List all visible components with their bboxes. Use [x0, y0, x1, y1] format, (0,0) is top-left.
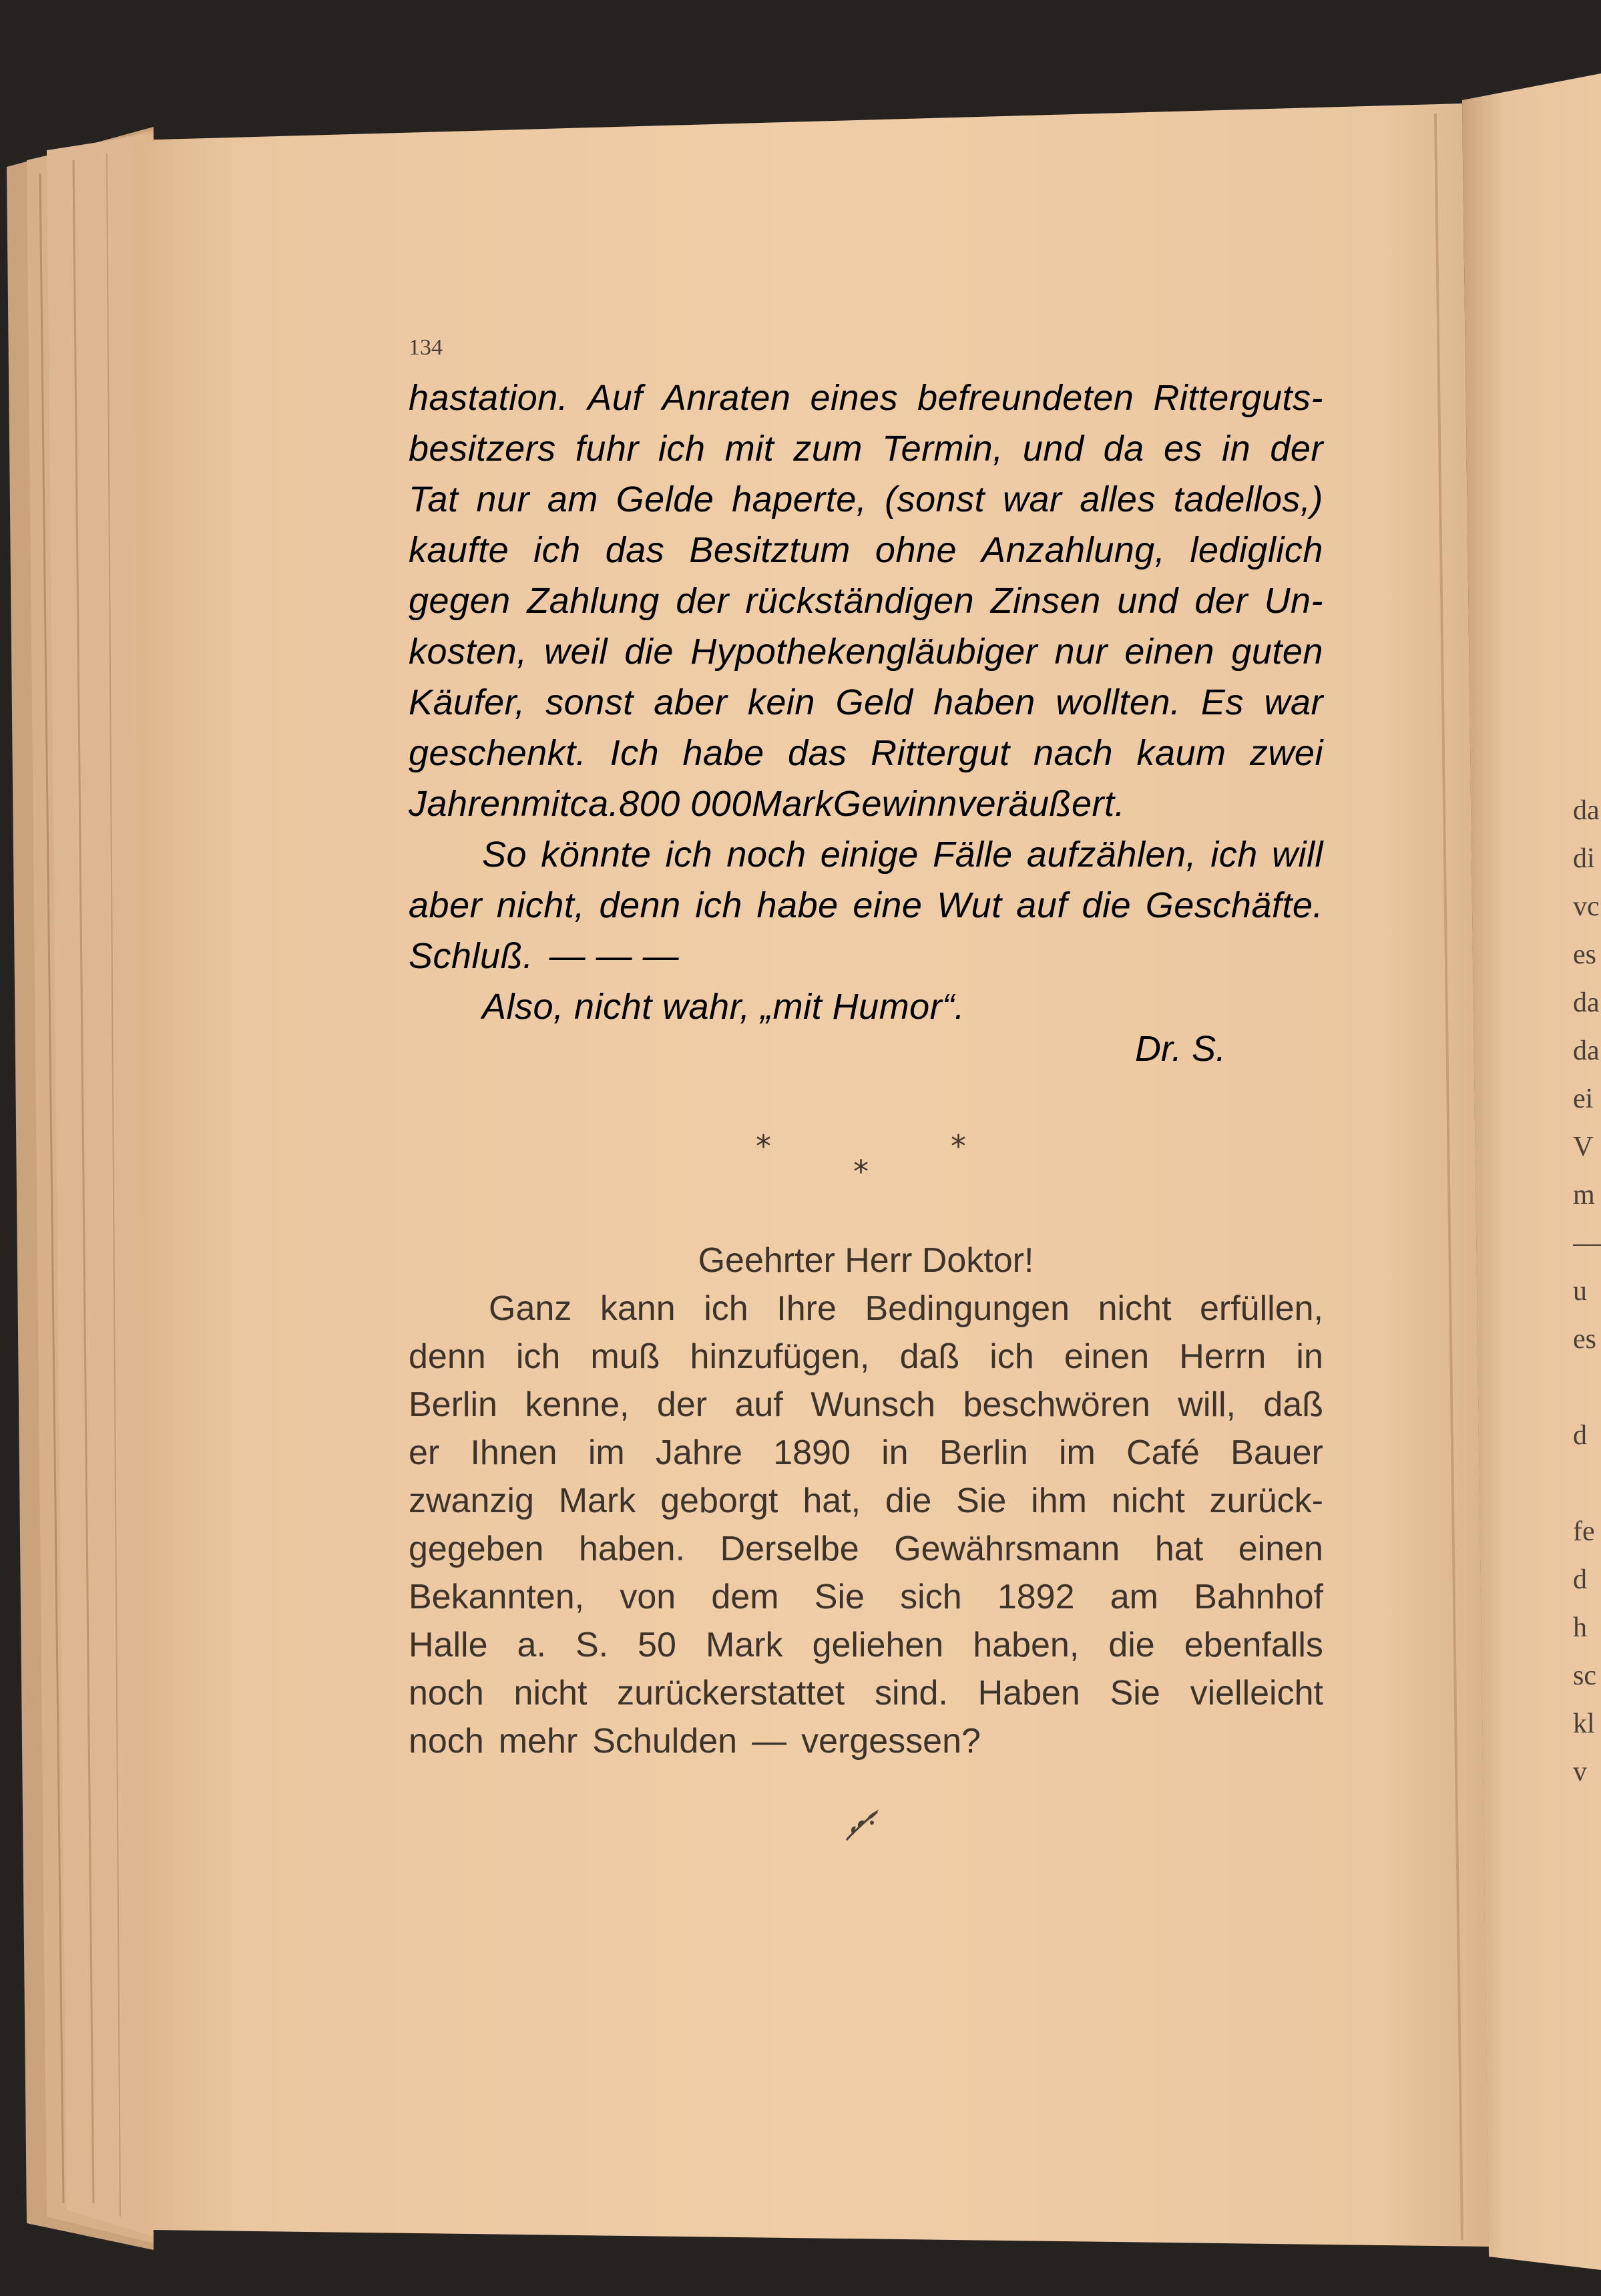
- word: aufzählen,: [1026, 835, 1197, 875]
- word: 1892: [997, 1578, 1075, 1616]
- text-line: [409, 880, 1323, 931]
- facing-page-line-fragment: kl: [1573, 1708, 1595, 1739]
- letter-line: [409, 1333, 1323, 1381]
- word: Derselbe: [720, 1530, 859, 1568]
- word: die: [1082, 885, 1132, 925]
- word: fuhr: [575, 429, 639, 469]
- word: zurückerstattet: [617, 1674, 845, 1712]
- letter-line: [409, 1669, 1323, 1717]
- word: Termin,: [882, 429, 1003, 469]
- text-line: [409, 626, 1323, 677]
- word: Besitztum: [689, 530, 851, 570]
- word: Es: [1200, 682, 1244, 722]
- text-line: [409, 829, 1323, 880]
- word: Berlin: [939, 1433, 1028, 1472]
- word: denn: [599, 885, 681, 925]
- facing-page-line-fragment: di: [1573, 843, 1595, 874]
- word: Sie: [1110, 1674, 1160, 1712]
- word: guten: [1231, 632, 1323, 672]
- asterism-right: *: [951, 1128, 966, 1164]
- facing-page-line-fragment: ei: [1573, 1084, 1594, 1114]
- word: haben,: [973, 1626, 1080, 1664]
- facing-page-line-fragment: da: [1573, 987, 1600, 1018]
- word: Herrn: [1179, 1337, 1267, 1376]
- word: Hypothekengläubiger: [690, 632, 1038, 672]
- text-line: [409, 423, 1323, 474]
- word: erfüllen,: [1199, 1289, 1323, 1328]
- text-line: [409, 576, 1323, 626]
- word: am: [547, 479, 598, 519]
- word: kenne,: [525, 1385, 630, 1424]
- word: noch: [726, 835, 807, 875]
- word: geborgt: [660, 1481, 778, 1520]
- word: Sie: [956, 1481, 1007, 1520]
- word: S.: [575, 1626, 609, 1664]
- word: weil: [543, 632, 608, 672]
- word: Mark: [751, 784, 833, 824]
- signature: Dr. S.: [1135, 1029, 1226, 1069]
- word: im: [1059, 1433, 1096, 1472]
- letter-line: [409, 1573, 1323, 1621]
- word: mit: [724, 429, 774, 469]
- word: Ihre: [776, 1289, 837, 1328]
- facing-page-line-fragment: m: [1573, 1180, 1595, 1210]
- word: Mark: [705, 1626, 783, 1664]
- word: ca.: [569, 784, 620, 824]
- word: gegen: [409, 581, 511, 621]
- floral-ornament-icon: [843, 1805, 883, 1844]
- word: will: [1272, 835, 1323, 875]
- word: eines: [810, 378, 899, 418]
- word: zum: [793, 429, 863, 469]
- word: —: [752, 1722, 787, 1761]
- word: muß: [590, 1337, 660, 1376]
- word: Ganz: [489, 1289, 572, 1328]
- facing-page-line-fragment: [1573, 1371, 1601, 1419]
- word: am: [1110, 1578, 1158, 1616]
- word: lediglich: [1190, 530, 1323, 570]
- word: Halle: [409, 1626, 488, 1664]
- word: kaum: [1136, 733, 1226, 773]
- word: aber: [654, 682, 728, 722]
- word: Bekannten,: [409, 1578, 585, 1616]
- facing-page-line-fragment: h: [1573, 1612, 1587, 1643]
- word: tadellos,): [1173, 479, 1323, 519]
- word: könnte: [541, 835, 652, 875]
- word: geliehen: [812, 1626, 944, 1664]
- letter-line: [409, 1717, 1323, 1765]
- word: sich: [900, 1578, 962, 1616]
- word: Anzahlung,: [981, 530, 1166, 570]
- letter-line: [409, 1621, 1323, 1669]
- facing-page-line-fragment: d: [1573, 1564, 1587, 1595]
- word: kann: [600, 1289, 676, 1328]
- word: Bahnhof: [1194, 1578, 1323, 1616]
- word: und: [1117, 581, 1178, 621]
- word: ich: [695, 885, 742, 925]
- letter-line: [409, 1477, 1323, 1525]
- word: zwanzig: [409, 1481, 534, 1520]
- word: einige: [820, 835, 919, 875]
- word: Geschäfte.: [1145, 885, 1323, 925]
- word: Mark: [558, 1481, 636, 1520]
- word: noch: [409, 1722, 484, 1761]
- word: zurück-: [1209, 1481, 1323, 1520]
- word: geschenkt.: [409, 733, 587, 773]
- word: kaufte: [409, 530, 509, 570]
- text-line: [409, 525, 1323, 576]
- facing-page-line-fragment: da: [1573, 795, 1600, 826]
- word: ich: [533, 530, 581, 570]
- word: denn: [409, 1337, 486, 1376]
- text-line: [409, 728, 1323, 778]
- word: ihm: [1031, 1481, 1087, 1520]
- word: nicht: [1111, 1481, 1185, 1520]
- word: in: [1296, 1337, 1323, 1376]
- word: hastation.: [409, 378, 569, 418]
- word: Jahre: [655, 1433, 742, 1472]
- word: habe: [682, 733, 764, 773]
- facing-page-line-fragment: fe: [1573, 1516, 1595, 1547]
- word: ich: [658, 429, 706, 469]
- word: haben: [933, 682, 1036, 722]
- word: Wut: [937, 885, 1002, 925]
- facing-page-line-fragment: v: [1573, 1757, 1587, 1787]
- facing-page-line-fragment: V: [1573, 1132, 1594, 1162]
- word: Zinsen: [990, 581, 1101, 621]
- word: das: [605, 530, 665, 570]
- word: Käufer,: [409, 682, 525, 722]
- word: Zahlung: [527, 581, 660, 621]
- word: Jahren: [409, 784, 521, 824]
- word: auf: [734, 1385, 783, 1424]
- word: vielleicht: [1190, 1674, 1323, 1712]
- word: hinzufügen,: [690, 1337, 870, 1376]
- text-line: [409, 778, 1323, 829]
- word: einen: [1238, 1530, 1323, 1568]
- word: aber: [409, 885, 483, 925]
- word: wollten.: [1056, 682, 1181, 722]
- word: der: [676, 581, 729, 621]
- facing-page-line-fragment: sc: [1573, 1660, 1596, 1691]
- word: befreundeten: [917, 378, 1134, 418]
- word: war: [1003, 479, 1062, 519]
- word: mehr: [498, 1722, 578, 1761]
- facing-page-fragment: [1573, 794, 1601, 1804]
- word: rückständigen: [745, 581, 975, 621]
- word: Un-: [1264, 581, 1323, 621]
- word: war: [1264, 682, 1323, 722]
- word: ebenfalls: [1184, 1626, 1323, 1664]
- asterism-left: *: [756, 1128, 771, 1164]
- text-line: [409, 931, 1323, 981]
- word: der: [1194, 581, 1248, 621]
- word: Schulden: [592, 1722, 738, 1761]
- word: mit: [521, 784, 570, 824]
- facing-page-line-fragment: [1573, 1467, 1601, 1516]
- word: Gewährsmann: [894, 1530, 1120, 1568]
- word: da: [1103, 429, 1144, 469]
- facing-page-line-fragment: da: [1573, 1036, 1600, 1066]
- word: Auf: [588, 378, 643, 418]
- word: der: [1270, 429, 1323, 469]
- facing-page-line-fragment: vc: [1573, 891, 1600, 922]
- word: ich: [1210, 835, 1258, 875]
- word: beschwören: [963, 1385, 1150, 1424]
- word: die: [885, 1481, 932, 1520]
- word: vergessen?: [801, 1722, 981, 1761]
- word: ohne: [875, 530, 957, 570]
- word: veräußert.: [957, 784, 1126, 824]
- word: im: [588, 1433, 625, 1472]
- word: sonst: [545, 682, 634, 722]
- facing-page-line-fragment: d: [1573, 1420, 1587, 1451]
- word: besitzers: [409, 429, 556, 469]
- word: nach: [1033, 733, 1114, 773]
- word: in: [1222, 429, 1251, 469]
- word: kosten,: [409, 632, 527, 672]
- word: Bauer: [1230, 1433, 1323, 1472]
- word: 50: [638, 1626, 676, 1664]
- word: Gewinn: [833, 784, 957, 824]
- word: Sie: [814, 1578, 865, 1616]
- word: haben.: [578, 1530, 686, 1568]
- closing-line: Also, nicht wahr, „mit Humor“.: [482, 987, 965, 1027]
- word: noch: [409, 1674, 484, 1712]
- word: sind.: [874, 1674, 948, 1712]
- word: ich: [704, 1289, 748, 1328]
- letter-text: [409, 1236, 1323, 1765]
- word: daß: [899, 1337, 960, 1376]
- word: haperte,: [732, 479, 867, 519]
- letter-salutation: Geehrter Herr Doktor!: [698, 1241, 1034, 1280]
- word: Geld: [835, 682, 913, 722]
- word: Bedingungen: [865, 1289, 1070, 1328]
- word: auf: [1016, 885, 1068, 925]
- word: nicht: [1098, 1289, 1172, 1328]
- word: ich: [665, 835, 713, 875]
- word: Ich: [610, 733, 660, 773]
- word: 800 000: [619, 784, 752, 824]
- word: Wunsch: [811, 1385, 936, 1424]
- word: Berlin: [409, 1385, 497, 1424]
- word: nur: [1054, 632, 1108, 672]
- word: Ihnen: [470, 1433, 557, 1472]
- word: zwei: [1249, 733, 1323, 773]
- word: in: [881, 1433, 909, 1472]
- word: (sonst: [885, 479, 985, 519]
- word: die: [624, 632, 674, 672]
- word: Tat: [409, 479, 459, 519]
- word: dem: [711, 1578, 779, 1616]
- facing-page-line-fragment: es: [1573, 1324, 1596, 1355]
- facing-page-line-fragment: es: [1573, 939, 1596, 970]
- word: — — —: [549, 936, 680, 976]
- letter-line: [409, 1381, 1323, 1429]
- facing-page-line-fragment: u: [1573, 1276, 1587, 1307]
- word: einen: [1064, 1337, 1150, 1376]
- word: Café: [1126, 1433, 1200, 1472]
- word: das: [788, 733, 847, 773]
- word: hat: [1154, 1530, 1204, 1568]
- text-line: [409, 474, 1323, 525]
- word: es: [1163, 429, 1202, 469]
- word: von: [620, 1578, 676, 1616]
- word: Fälle: [933, 835, 1013, 875]
- letter-line: [409, 1429, 1323, 1477]
- text-line: [409, 373, 1323, 423]
- letter-line: [409, 1525, 1323, 1573]
- word: 1890: [773, 1433, 851, 1472]
- word: einen: [1124, 632, 1214, 672]
- word: nicht: [513, 1674, 588, 1712]
- word: eine: [853, 885, 923, 925]
- word: will,: [1178, 1385, 1236, 1424]
- word: kein: [747, 682, 815, 722]
- word: er: [409, 1433, 440, 1472]
- text-line: [409, 677, 1323, 728]
- word: Gelde: [616, 479, 714, 519]
- word: ich: [515, 1337, 561, 1376]
- word: hat,: [803, 1481, 861, 1520]
- word: der: [656, 1385, 708, 1424]
- word: Schluß.: [409, 936, 533, 976]
- word: die: [1108, 1626, 1155, 1664]
- word: Haben: [977, 1674, 1080, 1712]
- word: daß: [1263, 1385, 1323, 1424]
- word: und: [1022, 429, 1084, 469]
- italic-letter-text: [409, 373, 1323, 1032]
- word: Anraten: [662, 378, 791, 418]
- word: habe: [756, 885, 839, 925]
- word: nicht,: [496, 885, 585, 925]
- word: gegeben: [409, 1530, 544, 1568]
- word: a.: [517, 1626, 546, 1664]
- word: Rittergut: [871, 733, 1010, 773]
- asterism-center: *: [853, 1154, 869, 1190]
- letter-line: [409, 1285, 1323, 1333]
- word: So: [482, 835, 527, 875]
- facing-page-line-fragment: —: [1573, 1228, 1601, 1258]
- word: Ritterguts-: [1153, 378, 1323, 418]
- word: ich: [989, 1337, 1034, 1376]
- page-number: 134: [409, 335, 443, 360]
- word: alles: [1080, 479, 1156, 519]
- word: nur: [476, 479, 529, 519]
